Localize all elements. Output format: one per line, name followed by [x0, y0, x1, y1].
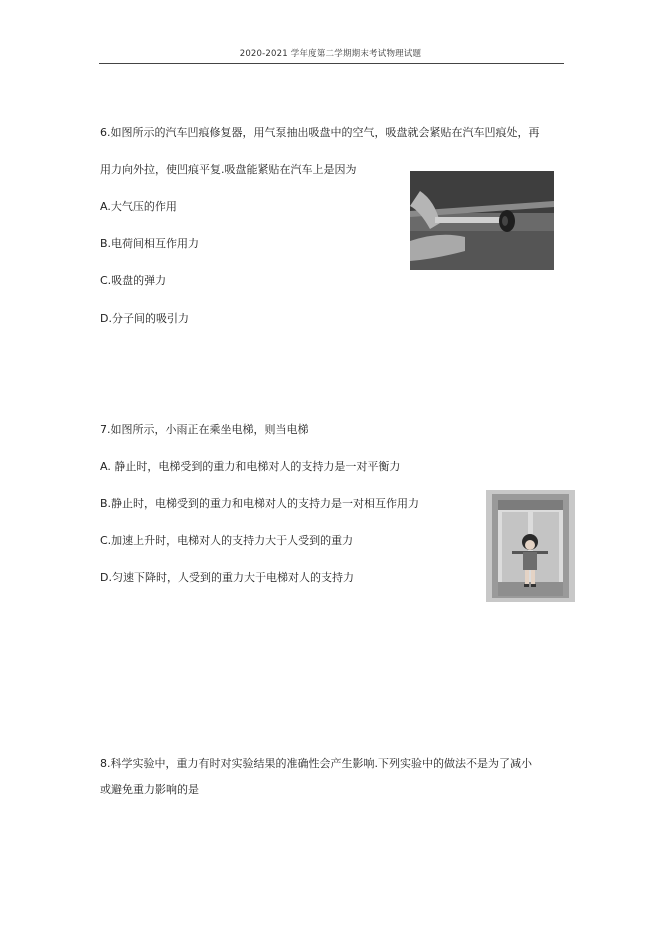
question-8-stem-line-1: 8.科学实验中，重力有时对实验结果的准确性会产生影响.下列实验中的做法不是为了减小	[100, 757, 532, 770]
question-6-stem-line-1: 6.如图所示的汽车凹痕修复器，用气泵抽出吸盘中的空气，吸盘就会紧贴在汽车凹痕处，再	[100, 126, 540, 139]
question-6-option-a: A.大气压的作用	[100, 200, 177, 213]
dent-repair-photo	[410, 171, 554, 270]
header-rule	[99, 63, 564, 64]
question-7-option-d: D.匀速下降时，人受到的重力大于电梯对人的支持力	[100, 571, 354, 584]
question-7-option-a: A. 静止时，电梯受到的重力和电梯对人的支持力是一对平衡力	[100, 460, 401, 473]
question-6-option-b: B.电荷间相互作用力	[100, 237, 200, 250]
question-6-stem-line-2: 用力向外拉，使凹痕平复.吸盘能紧贴在汽车上是因为	[100, 163, 357, 176]
question-7-option-b: B.静止时，电梯受到的重力和电梯对人的支持力是一对相互作用力	[100, 497, 420, 510]
question-6-option-c: C.吸盘的弹力	[100, 274, 167, 287]
question-6-option-d: D.分子间的吸引力	[100, 312, 189, 325]
elevator-photo	[486, 490, 575, 602]
page-header-title: 2020-2021 学年度第二学期期末考试物理试题	[239, 49, 422, 59]
question-8-stem-line-2: 或避免重力影响的是	[100, 783, 199, 796]
question-7-stem: 7.如图所示，小雨正在乘坐电梯，则当电梯	[100, 423, 309, 436]
question-7-option-c: C.加速上升时，电梯对人的支持力大于人受到的重力	[100, 534, 354, 547]
